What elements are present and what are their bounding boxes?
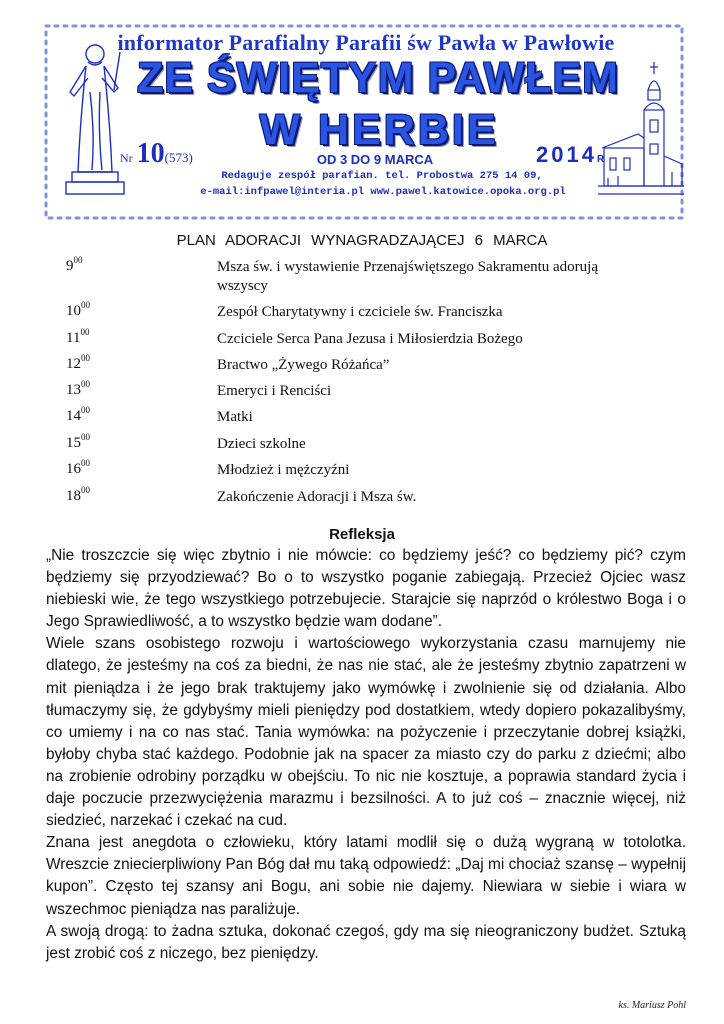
contact-line: e-mail:infpawel@interia.pl www.pawel.katowice.opoka.org.pl bbox=[200, 186, 566, 198]
issue-dates: OD 3 DO 9 MARCA bbox=[316, 152, 434, 167]
reflection-paragraph: Znana jest anegdota o człowieku, który latami modlił się o dużą wygraną w totolotka. Wreszcie zniecierpliwiony Pan Bóg dał mu taką odpowiedź: „Daj mi chociaż szansę – wypełnij kupon”. Często tej szansy ani Bogu, ani sobie nie dajemy. Niewiara w siebie i wiara w wszechmoc pieniądza nas paraliżuje. bbox=[46, 834, 686, 918]
schedule-time: $10^{00}$ bbox=[66, 300, 90, 319]
schedule-text: Matki bbox=[217, 409, 253, 425]
schedule-time: $18^{00}$ bbox=[66, 485, 90, 504]
schedule-text: Msza św. i wystawienie Przenajświętszego Sakramentu adorują wszyscy bbox=[217, 259, 598, 294]
year-suffix: R bbox=[596, 154, 605, 165]
schedule-text: Czciciele Serca Pana Jezusa i Miłosierdzia Bożego bbox=[217, 331, 523, 347]
reflection-paragraph: Wiele szans osobistego rozwoju i wartościowego wykorzystania czasu marnujemy nie dlatego, że jesteśmy na coś za biedni, że nas nie stać, ale że jesteśmy zbytnio zapatrzeni w mit pieniądza i że jego brak traktujemy jako wymówkę i zwolnienie się od działania. Albo tłumaczymy się, że gdybyśmy mieli pieniędzy pod dostatkiem, wtedy dopiero pokazalibyśmy, co umiemy i na co nas stać. Tania wymówka: na pożyczenie i przeczytanie dobrej książki, byłoby chyba stać każdego. Podobnie jak na spacer za miasto czy do parku z dziećmi; albo na zrobienie odrobiny porządku w obejściu. To nic nie kosztuje, a poprawia standard życia i daje poczucie przezwyciężenia marazmu i bezsilności. A to już coś – znacznie więcej, niż siedzieć, narzekać i czekać na cud. bbox=[46, 635, 686, 830]
issue-num: 10 bbox=[136, 138, 165, 169]
schedule-text: Zespół Charytatywny i czciciele św. Franciszka bbox=[217, 304, 503, 320]
schedule-text: Emeryci i Renciści bbox=[217, 383, 332, 399]
schedule-time: $16^{00}$ bbox=[66, 458, 90, 477]
reflection-body bbox=[46, 545, 686, 965]
schedule-text: Dzieci szkolne bbox=[217, 436, 306, 452]
editorial-line: Redaguje zespół parafian. tel. Probostwa 275 14 09, bbox=[221, 170, 543, 182]
plan-title: PLAN ADORACJI WYNAGRADZAJĄCEJ 6 MARCA bbox=[176, 232, 548, 249]
year-value: 2014 bbox=[536, 142, 597, 167]
issue-label: Nr bbox=[120, 151, 133, 165]
newsletter-subtitle: informator Parafialny Parafii św Pawła w Pawłowie bbox=[117, 30, 615, 55]
masthead-title-line2: W HERBIE bbox=[259, 106, 499, 154]
schedule-text: Zakończenie Adoracji i Msza św. bbox=[217, 489, 417, 505]
schedule-text: Młodzież i mężczyźni bbox=[217, 462, 350, 478]
schedule-time: $12^{00}$ bbox=[66, 353, 90, 372]
schedule-time: $9^{00}$ bbox=[66, 255, 83, 274]
church-drawing-icon bbox=[598, 60, 684, 200]
reflection-paragraph: „Nie troszczcie się więc zbytnio i nie mówcie: co będziemy jeść? co będziemy pić? czym będziemy się przyodziewać? Bo o to wszystko poganie zabiegają. Przecież Ojciec wasz niebieski wie, że tego wszystkiego potrzebujecie. Starajcie się naprzód o królestwo Boga i o Jego Sprawiedliwość, a to wszystko będzie wam dodane”. bbox=[46, 547, 686, 631]
masthead bbox=[44, 24, 684, 220]
schedule-time: $14^{00}$ bbox=[66, 405, 90, 424]
reflection-title: Refleksja bbox=[329, 526, 395, 543]
masthead-title-line1: ZE ŚWIĘTYM PAWŁEM bbox=[136, 54, 620, 102]
issue-year bbox=[536, 142, 604, 168]
reflection-paragraph: A swoją drogą: to żadna sztuka, dokonać czegoś, gdy ma się nieograniczony budżet. Sztuką jest zrobić coś z niczego, bez pieniędzy. bbox=[46, 922, 686, 962]
schedule-text: Bractwo „Żywego Różańca” bbox=[217, 357, 390, 373]
issue-number bbox=[120, 138, 193, 170]
schedule-time: $11^{00}$ bbox=[66, 327, 90, 346]
author-signature: ks. Mariusz Pohl bbox=[618, 1000, 686, 1011]
schedule-time: $13^{00}$ bbox=[66, 379, 90, 398]
issue-total: (573) bbox=[164, 150, 193, 165]
schedule-time: $15^{00}$ bbox=[66, 432, 90, 451]
